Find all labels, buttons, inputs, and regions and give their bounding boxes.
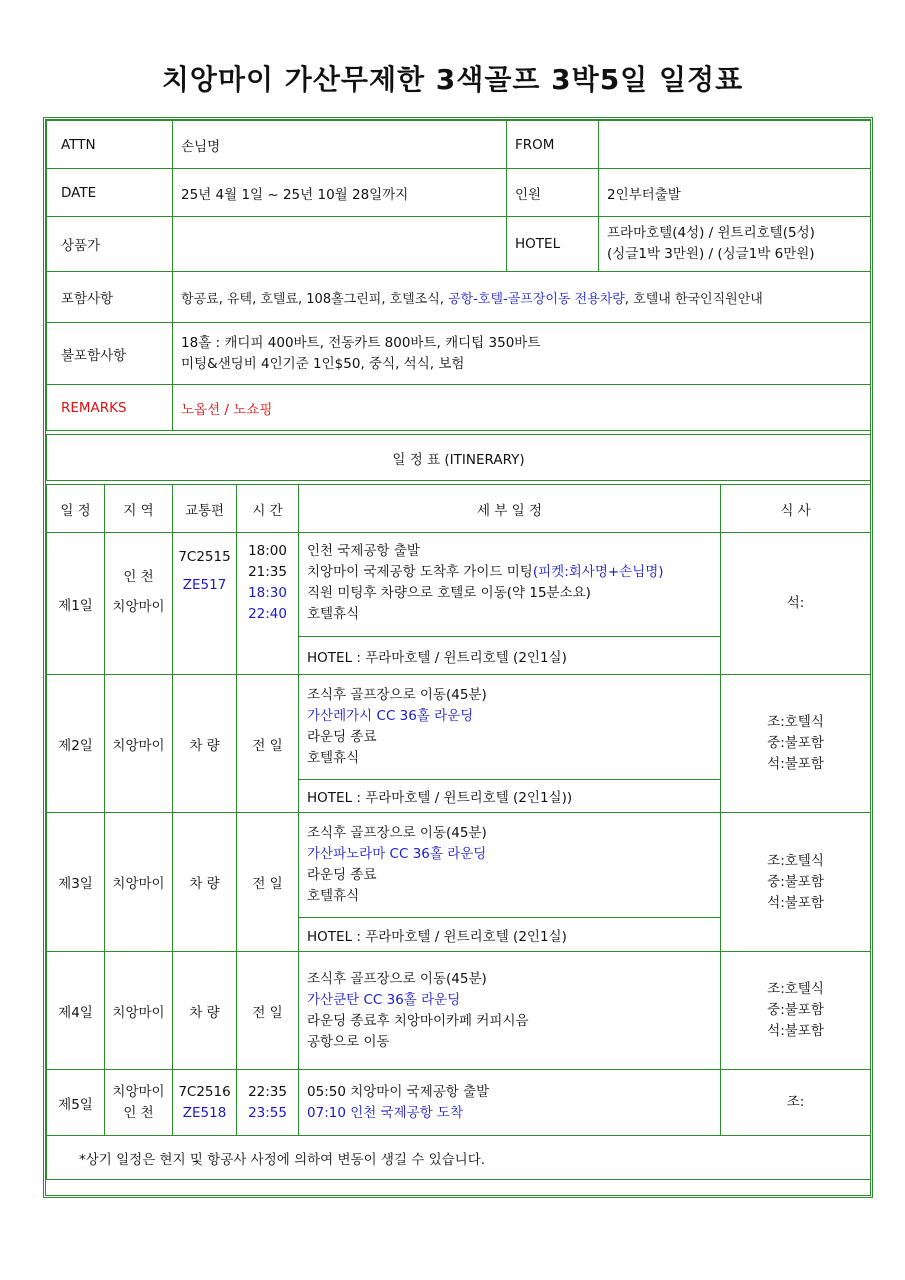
day1-detail2b: (피켓:회사명+손님명) [532, 564, 664, 580]
day2-label: 제2일 [47, 675, 105, 813]
day1-meals: 석: [721, 533, 871, 675]
people-label: 인원 [507, 169, 599, 217]
day3-line4: 호텔휴식 [307, 888, 360, 904]
included-part3: , 호텔내 한국인직원안내 [624, 291, 763, 307]
day1-detail2a: 치앙마이 국제공항 도착후 가이드 미팅 [307, 564, 533, 580]
table-row [47, 675, 871, 780]
attn-label: ATTN [47, 121, 173, 169]
day3-meals [721, 813, 871, 952]
col-header-region: 지 역 [105, 485, 173, 533]
day1-region2: 치앙마이 [112, 599, 165, 615]
day5-flights [173, 1070, 237, 1136]
hotel-label: HOTEL [507, 217, 599, 272]
included-part1: 항공료, 유텍, 호텔료, 108홀그린피, 호텔조식, [181, 291, 449, 307]
day5-label: 제5일 [47, 1070, 105, 1136]
remarks-label: REMARKS [47, 385, 173, 431]
day1-detail1: 인천 국제공항 출발 [307, 543, 420, 559]
date-value: 25년 4월 1일 ~ 25년 10월 28일까지 [173, 169, 507, 217]
included-value [173, 272, 871, 323]
day3-detail [299, 813, 721, 918]
day2-region: 치앙마이 [105, 675, 173, 813]
day4-meals [721, 952, 871, 1070]
day4-region: 치앙마이 [105, 952, 173, 1070]
col-header-detail: 세 부 일 정 [299, 485, 721, 533]
excluded-line1: 18홀 : 캐디피 400바트, 전동카트 800바트, 캐디팁 350바트 [181, 334, 541, 351]
day1-hotel: HOTEL : 푸라마호텔 / 윈트리호텔 (2인1실) [299, 637, 721, 675]
day4-label: 제4일 [47, 952, 105, 1070]
people-value: 2인부터출발 [599, 169, 871, 217]
col-header-day: 일 정 [47, 485, 105, 533]
day4-line2: 가산쿤탄 CC 36홀 라운딩 [307, 991, 461, 1008]
day3-line2: 가산파노라마 CC 36홀 라운딩 [307, 846, 487, 862]
table-row [47, 813, 871, 918]
from-value [599, 121, 871, 169]
day5-time2: 23:55 [248, 1104, 287, 1121]
table-row [47, 533, 871, 637]
table-row [47, 1070, 871, 1136]
footnote: *상기 일정은 현지 및 항공사 사정에 의하여 변동이 생길 수 있습니다. [47, 1136, 871, 1180]
day2-meal1: 조:호텔식 [767, 714, 824, 730]
day3-line3: 라운딩 종료 [307, 867, 377, 883]
day2-line4: 호텔휴식 [307, 750, 360, 766]
date-label: DATE [47, 169, 173, 217]
day4-line3: 라운딩 종료후 치앙마이카페 커피시음 [307, 1012, 529, 1029]
col-header-meals: 식 사 [721, 485, 871, 533]
day1-detail4: 호텔휴식 [307, 606, 360, 622]
day5-region1: 치앙마이 [112, 1083, 165, 1100]
table-row [47, 952, 871, 1070]
excluded-label: 불포함사항 [47, 323, 173, 385]
day1-times [237, 533, 299, 675]
day4-meal1: 조:호텔식 [767, 981, 824, 997]
day1-time3: 18:30 [248, 585, 287, 601]
day3-time: 전 일 [237, 813, 299, 952]
excluded-value [173, 323, 871, 385]
day3-meal1: 조:호텔식 [767, 852, 824, 869]
day1-time4: 22:40 [248, 606, 287, 622]
day5-meals: 조: [721, 1070, 871, 1136]
day1-flights [173, 533, 237, 675]
excluded-line2: 미팅&샌딩비 4인기준 1인$50, 중식, 석식, 보험 [181, 355, 465, 372]
day1-flight1: 7C2515 [178, 549, 231, 565]
itinerary-document-table [46, 120, 871, 1180]
day5-flight1: 7C2516 [178, 1083, 231, 1100]
itinerary-title: 일 정 표 (ITINERARY) [47, 435, 871, 481]
day2-meal3: 석:불포함 [767, 756, 824, 772]
col-header-transport: 교통편 [173, 485, 237, 533]
day1-flight2: ZE517 [182, 577, 227, 593]
day4-meal2: 중:불포함 [767, 1002, 824, 1018]
day3-meal2: 중:불포함 [767, 873, 824, 890]
day1-detail [299, 533, 721, 637]
day5-detail2: 07:10 인천 국제공항 도착 [307, 1104, 464, 1121]
day1-detail2 [307, 562, 712, 583]
from-label: FROM [507, 121, 599, 169]
day3-region: 치앙마이 [105, 813, 173, 952]
day1-time1: 18:00 [248, 543, 287, 559]
day5-detail1: 05:50 치앙마이 국제공항 출발 [307, 1083, 490, 1100]
day3-meal3: 석:불포함 [767, 894, 824, 911]
day1-label: 제1일 [47, 533, 105, 675]
day2-hotel: HOTEL : 푸라마호텔 / 윈트리호텔 (2인1실)) [299, 780, 721, 813]
day3-label: 제3일 [47, 813, 105, 952]
day4-meal3: 석:불포함 [767, 1023, 824, 1039]
day5-times [237, 1070, 299, 1136]
day1-region [105, 533, 173, 675]
day4-detail [299, 952, 721, 1070]
day5-time1: 22:35 [248, 1083, 287, 1100]
day3-hotel: HOTEL : 푸라마호텔 / 윈트리호텔 (2인1실) [299, 918, 721, 952]
day5-flight2: ZE518 [182, 1104, 227, 1121]
day2-line3: 라운딩 종료 [307, 729, 377, 745]
day1-time2: 21:35 [248, 564, 287, 580]
day5-detail [299, 1070, 721, 1136]
day2-detail [299, 675, 721, 780]
price-value [173, 217, 507, 272]
day5-region2: 인 천 [123, 1104, 154, 1121]
day4-line4: 공항으로 이동 [307, 1033, 390, 1050]
day1-region1: 인 천 [123, 569, 154, 585]
col-header-time: 시 간 [237, 485, 299, 533]
day3-transport: 차 량 [173, 813, 237, 952]
day4-transport: 차 량 [173, 952, 237, 1070]
day4-time: 전 일 [237, 952, 299, 1070]
attn-value: 손님명 [173, 121, 507, 169]
day2-transport: 차 량 [173, 675, 237, 813]
day3-line1: 조식후 골프장으로 이동(45분) [307, 825, 487, 841]
hotel-options-line2: (싱글1박 3만원) / (싱글1박 6만원) [607, 246, 815, 262]
hotel-options [599, 217, 871, 272]
price-label: 상품가 [47, 217, 173, 272]
day2-time: 전 일 [237, 675, 299, 813]
day2-line1: 조식후 골프장으로 이동(45분) [307, 687, 487, 703]
hotel-options-line1: 프라마호텔(4성) / 윈트리호텔(5성) [607, 225, 815, 241]
day5-region [105, 1070, 173, 1136]
included-label: 포함사항 [47, 272, 173, 323]
day2-meal2: 중:불포함 [767, 735, 824, 751]
day4-line1: 조식후 골프장으로 이동(45분) [307, 970, 487, 987]
remarks-value: 노옵션 / 노쇼핑 [173, 385, 871, 431]
included-transfer-highlight: 공항-호텔-골프장이동 전용차량 [448, 291, 625, 307]
day2-meals [721, 675, 871, 813]
day1-detail3: 직원 미팅후 차량으로 호텔로 이동(약 15분소요) [307, 585, 591, 601]
page-title: 치앙마이 가산무제한 3색골프 3박5일 일정표 [161, 63, 744, 96]
day2-line2: 가산레가시 CC 36홀 라운딩 [307, 708, 474, 724]
